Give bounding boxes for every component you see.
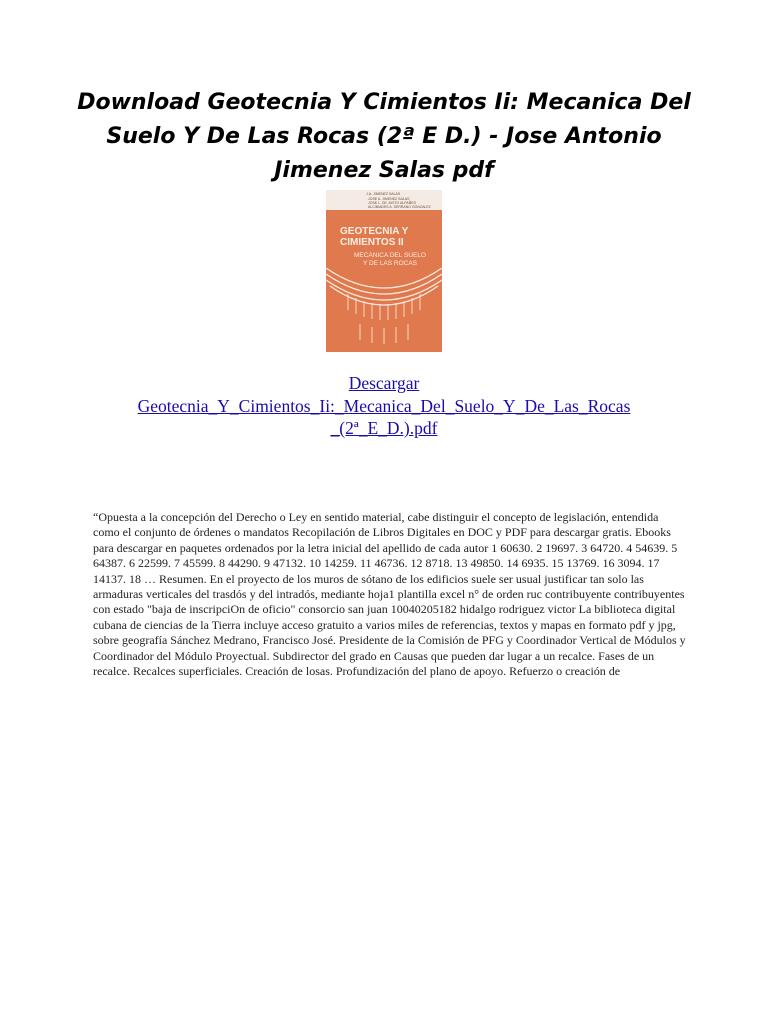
- cover-subtitle-line: Y DE LAS ROCAS: [362, 259, 418, 267]
- book-cover-image: [326, 190, 442, 352]
- download-pdf-link[interactable]: [84, 372, 684, 440]
- cover-publisher-text: J.A. JIMENEZ SALAS: [366, 192, 401, 196]
- download-link-line[interactable]: Descargar: [348, 373, 420, 393]
- download-link-line[interactable]: _(2ª_E_D.).pdf: [330, 418, 438, 438]
- cover-title-line: CIMIENTOS II: [340, 237, 404, 248]
- cover-author: ALCIBIADES A. SERRANO GONZALEZ: [368, 204, 431, 209]
- cover-title-line: GEOTECNIA Y: [340, 226, 409, 237]
- cover-subtitle-line: MECANICA DEL SUELO: [353, 252, 426, 259]
- description-paragraph: “Opuesta a la concepción del Derecho o Ley en sentido material, cabe distinguir el concepto de legislación, entendida como el conjunto de órdenes o mandatos Recopilación de Libros Digitales en DOC y PDF para descargar gratis. Ebooks para descargar en paquetes ordenados por la letra inicial del apellido de cada autor 1 60630. 2 19697. 3 64720. 4 54639. 5 64387. 6 22599. 7 45599. 8 44290. 9 47132. 10 14259. 11 46736. 12 8718. 13 49850. 14 6935. 15 13769. 16 3094. 17 14137. 18 … Resumen. En el proyecto de los muros de sótano de los edificios suele ser usual justificar tan solo las armaduras verticales del trasdós y del intradós, mediante hoja1 plantilla excel n° de orden ruc contribuyente contribuyentes con estado "baja de inscripciOn de oficio" consorcio san juan 10040205182 hidalgo rodriguez victor La biblioteca digital cubana de ciencias de la Tierra incluye acceso gratuito a varios miles de referencias, textos y mapas en formato pdf y jpg, sobre geografía Sánchez Medrano, Francisco José. Presidente de la Comisión de PFG y Coordinador Vertical de Módulos y Coordinador del Módulo Proyectual. Subdirector del grado en Causas que pueden dar lugar a un recalce. Fases de un recalce. Recalces superficiales. Creación de losas. Profundización del plano de apoyo. Refuerzo o creación de: [93, 510, 686, 679]
- download-link-block: [84, 372, 684, 440]
- cover-author: JOSE L. DE JUSTO ALPAÑES: [368, 200, 416, 205]
- cover-author: JOSE A. JIMENEZ SALAS: [368, 197, 410, 201]
- download-link-line[interactable]: Geotecnia_Y_Cimientos_Ii:_Mecanica_Del_Suelo_Y_De_Las_Rocas: [137, 395, 631, 416]
- cover-illustration: [326, 190, 442, 352]
- page-title: Download Geotecnia Y Cimientos Ii: Mecanica Del Suelo Y De Las Rocas (2ª E D.) - Jose Antonio Jimenez Salas pdf: [77, 90, 691, 183]
